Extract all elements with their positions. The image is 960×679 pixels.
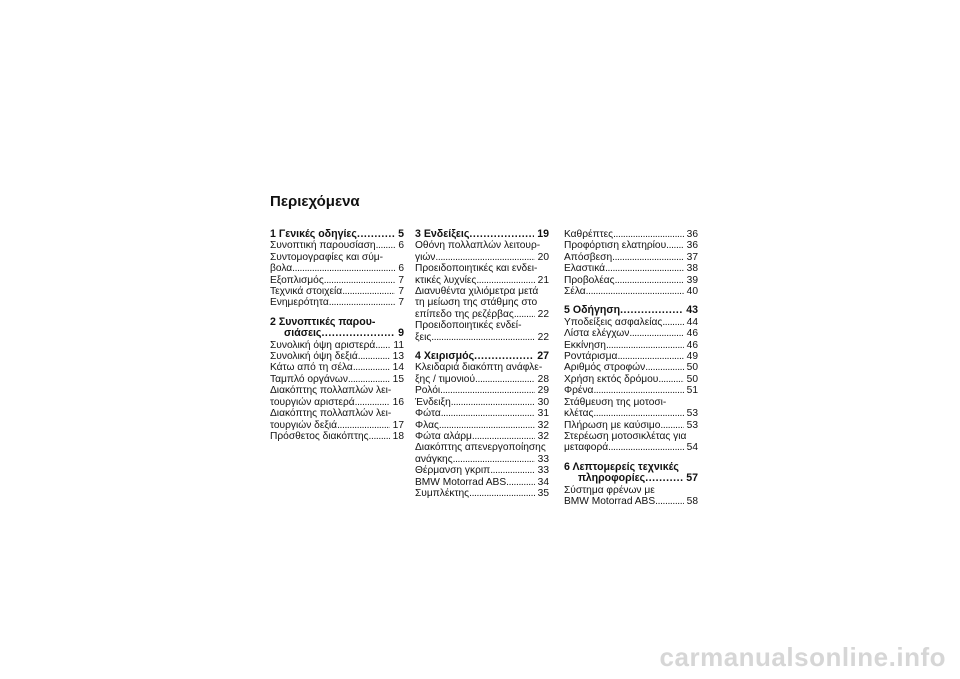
toc-entry-line: Διανυθέντα χιλιόμετρα μετά [415,286,539,298]
toc-entry-line: τη μείωση της στάθμης στο [415,297,538,309]
toc-entry[interactable]: Χρήση εκτός δρόμου . . . 50 [564,374,698,385]
toc-entry[interactable]: Συμπλέκτης . . . 35 [415,488,549,499]
toc-entry-line: Διακόπτης πολλαπλών λει- [270,408,392,420]
toc-entry[interactable]: Συνολική όψη δεξιά . . . 13 [270,351,404,362]
toc-chapter-5[interactable]: 5 Οδήγηση . . . 43 [564,305,698,316]
toc-entry[interactable]: ξεις . . . 22 [415,332,549,343]
toc-chapter-4[interactable]: 4 Χειρισμός . . . 27 [415,351,549,362]
toc-entry[interactable]: τουργιών δεξιά . . . 17 [270,420,404,431]
toc-entry[interactable]: ξης / τιμονιού . . . 28 [415,374,549,385]
toc-entry-line: Στάθμευση της μοτοσι- [564,396,667,408]
toc-entry-line: Κλειδαριά διακόπτη ανάφλε- [415,362,543,374]
toc-entry-line: Διακόπτης πολλαπλών λει- [270,385,392,397]
toc-column-2 [415,229,549,499]
toc-entry[interactable]: Προβολέας . . . 39 [564,275,698,286]
toc-entry[interactable]: ανάγκης . . . 33 [415,454,549,465]
toc-entry[interactable]: Πρόσθετος διακόπτης . . . 18 [270,431,404,442]
toc-entry[interactable]: Ενημερότητα . . . 7 [270,297,404,308]
toc-entry-line: Προειδοποιητικές και ενδει- [415,263,538,275]
toc-column-1 [270,229,404,442]
toc-chapter-2[interactable]: σιάσεις . . . 9 [270,328,404,339]
toc-entry[interactable]: γιών . . . 20 [415,252,549,263]
toc-entry[interactable]: Συνολική όψη αριστερά . . . 11 [270,340,404,351]
toc-entry-line: Σύστημα φρένων με [564,484,655,496]
toc-entry[interactable]: Φλας . . . 32 [415,420,549,431]
toc-entry[interactable]: Προφόρτιση ελατηρίου . . . 36 [564,240,698,251]
toc-entry[interactable]: Θέρμανση γκριπ . . . 33 [415,465,549,476]
toc-entry[interactable]: βολα . . . 6 [270,263,404,274]
toc-entry[interactable]: Τεχνικά στοιχεία . . . 7 [270,286,404,297]
toc-chapter-2-line: 2 Συνοπτικές παρου- [270,315,376,328]
toc-entry[interactable]: Υποδείξεις ασφαλείας . . . 44 [564,317,698,328]
toc-entry[interactable]: Λίστα ελέγχων . . . 46 [564,328,698,339]
toc-entry[interactable]: Φρένα . . . 51 [564,385,698,396]
page-title: Περιεχόμενα [270,193,360,210]
toc-entry[interactable]: Ροντάρισμα . . . 49 [564,351,698,362]
toc-entry[interactable]: μεταφορά . . . 54 [564,442,698,453]
toc-entry[interactable]: Σέλα . . . 40 [564,286,698,297]
toc-entry[interactable]: κλέτας . . . 53 [564,408,698,419]
toc-entry-line: Προειδοποιητικές ενδεί- [415,320,522,332]
toc-entry-line: Οθόνη πολλαπλών λειτουρ- [415,240,541,252]
toc-entry[interactable]: Συνοπτική παρουσίαση . . . 6 [270,240,404,251]
toc-column-3 [564,229,698,507]
toc-entry-line: Διακόπτης απενεργοποίησης [415,442,546,454]
toc-entry[interactable]: Κάτω από τη σέλα . . . 14 [270,362,404,373]
toc-entry[interactable]: επίπεδο της ρεζέρβας . . . 22 [415,309,549,320]
toc-entry[interactable]: BMW Motorrad ABS . . . 58 [564,496,698,507]
toc-chapter-6[interactable]: πληροφορίες . . . 57 [564,473,698,484]
toc-entry[interactable]: Πλήρωση με καύσιμο . . . 53 [564,420,698,431]
toc-chapter-1[interactable]: 1 Γενικές οδηγίες . . . 5 [270,229,404,240]
toc-entry[interactable]: Φώτα αλάρμ . . . 32 [415,431,549,442]
toc-entry-line: Συντομογραφίες και σύμ- [270,251,384,263]
toc-entry[interactable]: BMW Motorrad ABS . . . 34 [415,477,549,488]
toc-entry[interactable]: τουργιών αριστερά . . . 16 [270,397,404,408]
toc-entry[interactable]: Εξοπλισμός . . . 7 [270,275,404,286]
toc-entry-line: Στερέωση μοτοσικλέτας για [564,430,687,442]
toc-entry[interactable]: Εκκίνηση . . . 46 [564,340,698,351]
toc-entry[interactable]: Φώτα . . . 31 [415,408,549,419]
toc-entry[interactable]: Ρολόι . . . 29 [415,385,549,396]
toc-entry[interactable]: Ελαστικά . . . 38 [564,263,698,274]
toc-chapter-3[interactable]: 3 Ενδείξεις . . . 19 [415,229,549,240]
toc-entry[interactable]: Ένδειξη . . . 30 [415,397,549,408]
toc-entry[interactable]: Απόσβεση . . . 37 [564,252,698,263]
toc-entry[interactable]: Ταμπλό οργάνων . . . 15 [270,374,404,385]
toc-entry[interactable]: κτικές λυχνίες . . . 21 [415,275,549,286]
toc-entry[interactable]: Καθρέπτες . . . 36 [564,229,698,240]
toc-chapter-6-line: 6 Λεπτομερείς τεχνικές [564,460,679,473]
watermark: carmanualsonline.info [659,642,946,672]
toc-entry[interactable]: Αριθμός στροφών . . . 50 [564,362,698,373]
